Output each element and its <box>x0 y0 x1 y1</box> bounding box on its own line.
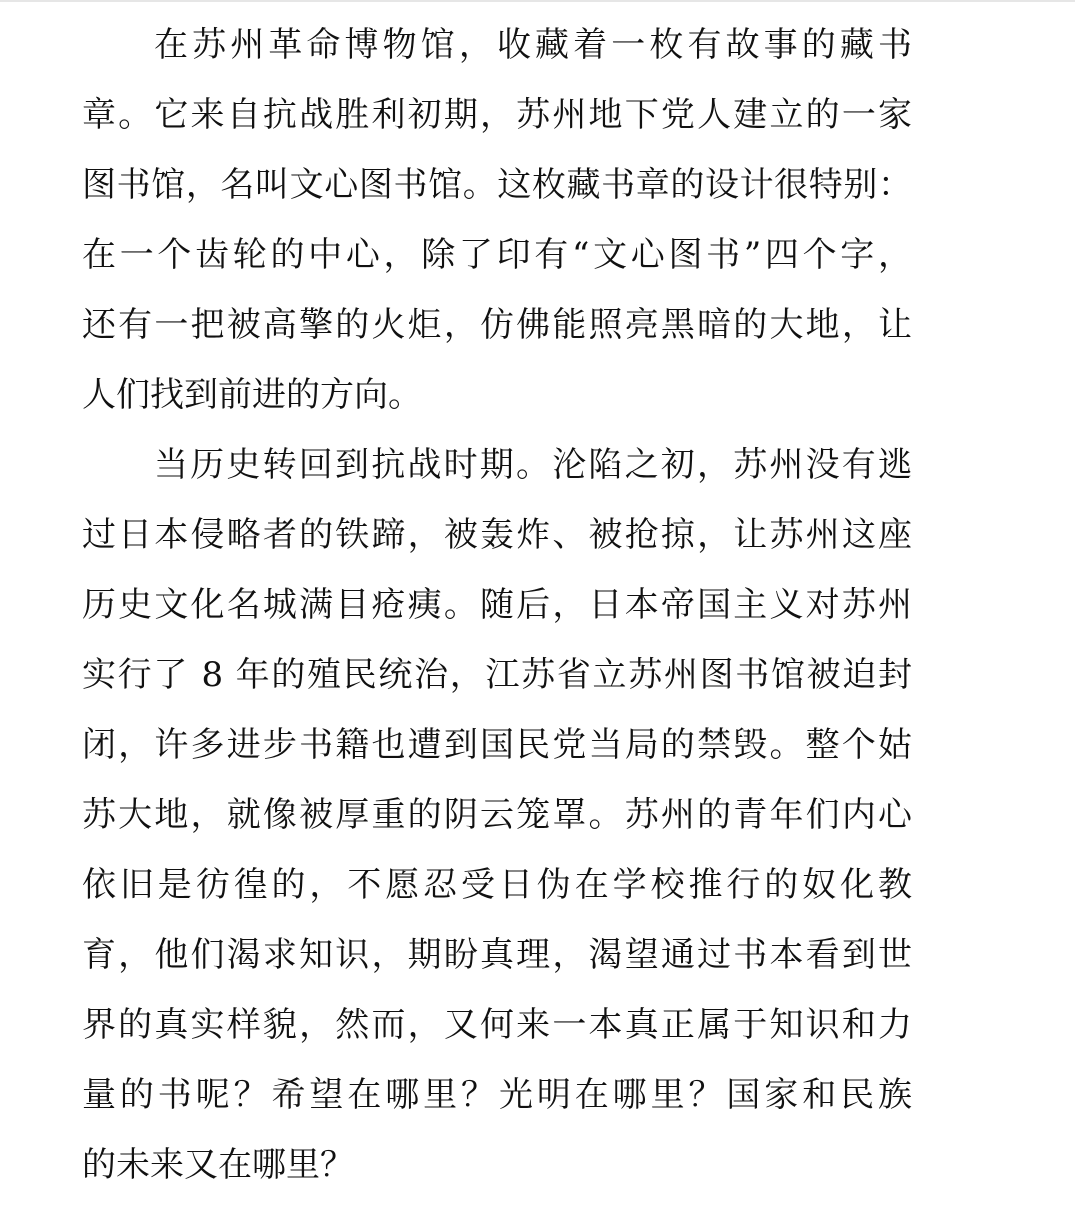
text-line: 闭，许多进步书籍也遭到国民党当局的禁毁。整个姑 <box>82 725 912 765</box>
paragraph-2 <box>82 430 912 1200</box>
text-line: 实行了 8 年的殖民统治，江苏省立苏州图书馆被迫封 <box>82 655 912 695</box>
text-line: 历史文化名城满目疮痍。随后，日本帝国主义对苏州 <box>82 585 912 625</box>
text-line: 育，他们渴求知识，期盼真理，渴望通过书本看到世 <box>82 935 912 975</box>
text-line: 界的真实样貌，然而，又何来一本真正属于知识和力 <box>82 1005 912 1045</box>
text-line: 在一个齿轮的中心，除了印有“文心图书”四个字， <box>82 235 912 275</box>
page-top-edge <box>0 0 1075 2</box>
text-line: 人们找到前进的方向。 <box>82 375 422 415</box>
text-line: 图书馆，名叫文心图书馆。这枚藏书章的设计很特别： <box>82 165 912 205</box>
article-body <box>82 10 912 1200</box>
text-line: 依旧是彷徨的，不愿忍受日伪在学校推行的奴化教 <box>82 865 912 905</box>
text-line: 在苏州革命博物馆，收藏着一枚有故事的藏书 <box>154 25 912 65</box>
text-line: 当历史转回到抗战时期。沦陷之初，苏州没有逃 <box>154 445 912 485</box>
text-line: 量的书呢？希望在哪里？光明在哪里？国家和民族 <box>82 1075 912 1115</box>
text-line: 章。它来自抗战胜利初期，苏州地下党人建立的一家 <box>82 95 912 135</box>
text-line: 过日本侵略者的铁蹄，被轰炸、被抢掠，让苏州这座 <box>82 515 912 555</box>
text-line: 还有一把被高擎的火炬，仿佛能照亮黑暗的大地，让 <box>82 305 912 345</box>
text-line: 苏大地，就像被厚重的阴云笼罩。苏州的青年们内心 <box>82 795 912 835</box>
paragraph-1 <box>82 10 912 430</box>
text-line: 的未来又在哪里？ <box>82 1145 354 1185</box>
